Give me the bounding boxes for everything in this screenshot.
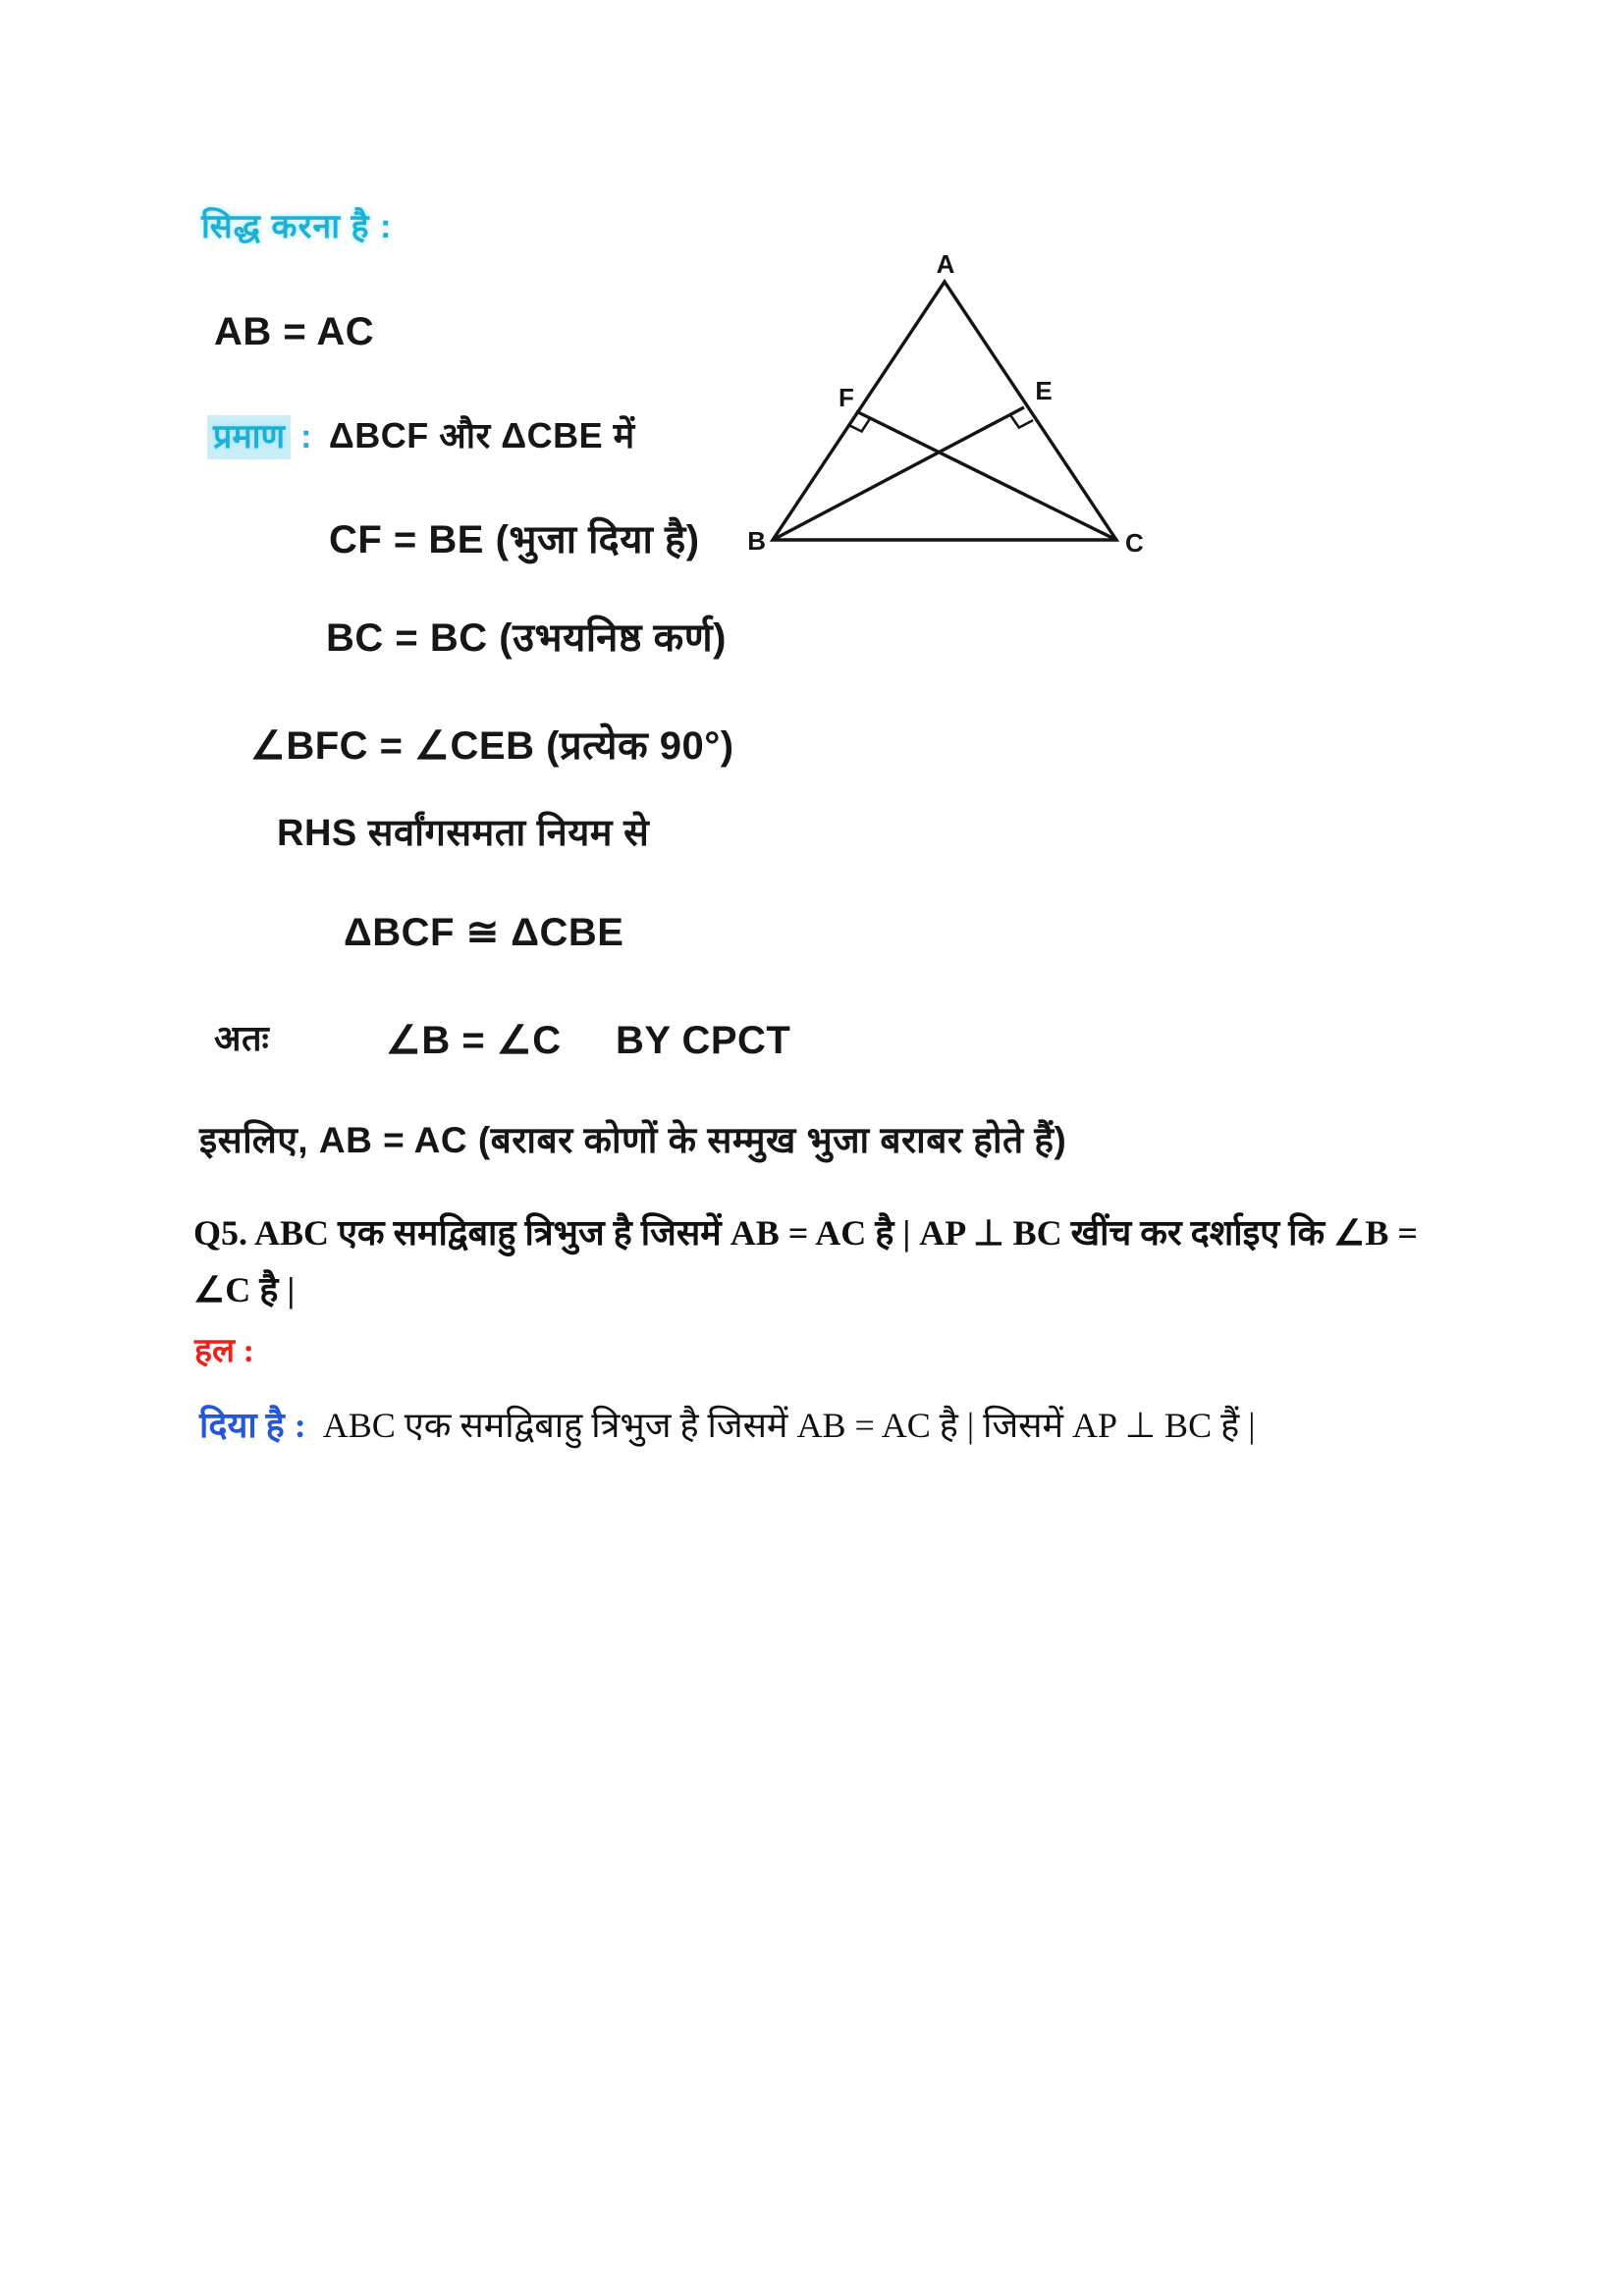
vertex-label-a: A	[936, 249, 955, 279]
proof-intro-line	[207, 415, 635, 455]
foot-label-e: E	[1035, 376, 1053, 405]
triangle-diagram	[727, 226, 1178, 569]
hence-row	[0, 1018, 1623, 1070]
proof-label: प्रमाण	[207, 415, 291, 459]
to-prove-statement: AB = AC	[214, 310, 375, 353]
proof-setup-text: ΔBCF और ΔCBE में	[328, 415, 635, 455]
triangle-abc-outline	[773, 282, 1116, 540]
proof-rule-line: RHS सर्वांगसमता नियम से	[277, 813, 650, 854]
question-q5: Q5. ABC एक समद्विबाहु त्रिभुज है जिसमें AB = AC है | AP ⊥ BC खींच कर दर्शाइए कि ∠B = ∠C है |	[193, 1213, 1418, 1309]
given-colon: :	[294, 1406, 306, 1445]
to-prove-heading: सिद्ध करना है :	[201, 208, 393, 245]
solution-heading: हल :	[194, 1333, 254, 1369]
proof-step-side: CF = BE (भुजा दिया है)	[329, 518, 700, 561]
proof-step-angle: ∠BFC = ∠CEB (प्रत्येक 90°)	[250, 724, 734, 768]
congruence-statement: ΔBCF ≅ ΔCBE	[344, 911, 624, 954]
proof-colon: :	[300, 418, 312, 455]
hence-reason: BY CPCT	[616, 1019, 791, 1062]
hence-label: अतः	[214, 1018, 270, 1058]
therefore-line: इसलिए, AB = AC (बराबर कोणों के सम्मुख भुजा बराबर होते हैं)	[199, 1120, 1067, 1160]
line-be	[773, 407, 1024, 540]
right-angle-mark-e	[1010, 415, 1033, 428]
vertex-label-c: C	[1125, 528, 1144, 558]
vertex-label-b: B	[747, 526, 766, 556]
given-line	[199, 1408, 1255, 1443]
proof-step-hypotenuse: BC = BC (उभयनिष्ठ कर्ण)	[326, 616, 727, 660]
given-text: ABC एक समद्विबाहु त्रिभुज है जिसमें AB = AC है | जिसमें AP ⊥ BC हैं |	[322, 1406, 1256, 1445]
given-label: दिया है	[199, 1406, 285, 1445]
foot-label-f: F	[839, 383, 854, 412]
hence-equation: ∠B = ∠C	[386, 1019, 562, 1062]
